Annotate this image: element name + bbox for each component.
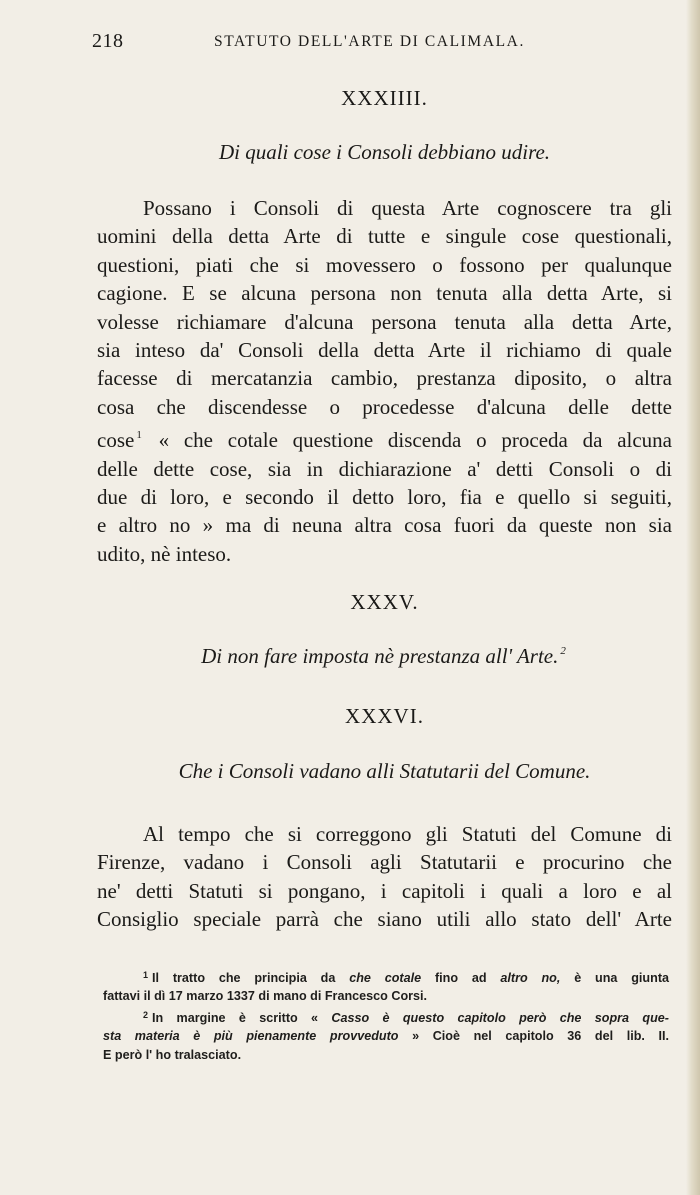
footnote-marker-2: 2 [560, 645, 566, 657]
paragraph-line: Al tempo che si correggono gli Statuti del Comune di [143, 822, 672, 846]
section-36-number: XXXVI. [345, 704, 424, 728]
section-35-title: Di non fare imposta nè prestanza all' Arte. [201, 644, 559, 668]
footnote-text: è una giunta [574, 971, 670, 985]
paragraph-line: cosa che discendesse o procedesse d'alcuna delle dette [97, 394, 672, 419]
paragraph-line-start: cose [97, 428, 135, 453]
section-34-number: XXXIIII. [341, 86, 428, 110]
paragraph-line: ne' detti Statuti si pongano, i capitoli i quali a loro e al [97, 878, 672, 903]
footnote-2-mark: 2 [143, 1009, 149, 1020]
section-35-title-row [97, 644, 672, 669]
paragraph-line: delle dette cose, sia in dichiarazione a' detti Consoli o di [97, 456, 672, 481]
paragraph-line: questioni, piati che si movessero o fossono per qualunque [97, 252, 672, 277]
paragraph-line: Firenze, vadano i Consoli agli Statutarii e procurino che [97, 850, 672, 875]
footnote-1-line-2: fattavi il dì 17 marzo 1337 di mano di Francesco Corsi. [103, 989, 428, 1004]
footnote-text: In margine è scritto « [152, 1010, 319, 1025]
footnote-2-line-3: E però l' ho tralasciato. [103, 1047, 242, 1062]
footnote-text: » Cioè nel capitolo 36 del lib. II. [412, 1029, 669, 1044]
paragraph-line: uomini della detta Arte di tutte e singule cose questionali, [97, 224, 672, 249]
paragraph-line: sia inteso da' Consoli della detta Arte il richiamo di quale [97, 338, 672, 363]
paragraph-line: Consiglio speciale parrà che siano utili allo stato dell' Arte [97, 907, 672, 932]
section-34-paragraph [97, 194, 672, 568]
running-header [92, 30, 612, 56]
section-36-paragraph [97, 820, 672, 934]
section-36-title: Che i Consoli vadano alli Statutarii del Comune. [178, 759, 591, 783]
paragraph-line-with-note [97, 421, 672, 454]
footnote-1-mark: 1 [143, 970, 149, 980]
paragraph-line-rest: « che cotale questione discenda o proceda da alcuna [158, 428, 672, 453]
footnote-text: fino ad [434, 971, 487, 985]
footnote-quote: Casso è questo capitolo però che sopra que- [331, 1010, 669, 1025]
section-35-number: XXXV. [350, 590, 419, 614]
paragraph-line: Possano i Consoli di questa Arte cognoscere tra gli [143, 196, 672, 220]
page-edge-shadow [686, 0, 700, 1195]
paragraph-line: udito, nè inteso. [97, 541, 232, 566]
paragraph-line: facesse di mercatanzia cambio, prestanza diposito, o altra [97, 366, 672, 391]
running-title: STATUTO DELL'ARTE DI CALIMALA. [214, 33, 525, 50]
footnote-2-line-2 [103, 1027, 669, 1045]
footnote-1-line-1 [103, 966, 669, 987]
footnotes [103, 966, 669, 1064]
section-34-title: Di quali cose i Consoli debbiano udire. [218, 140, 551, 164]
footnote-text: Il tratto che principia da [152, 971, 336, 985]
footnote-2-line-1 [103, 1006, 669, 1027]
footnote-quote: sta materia è più pienamente provveduto [103, 1029, 399, 1044]
paragraph-line: due di loro, e secondo il detto loro, fia e quello si seguiti, [97, 485, 672, 510]
paragraph-line: e altro no » ma di neuna altra cosa fuori da queste non sia [97, 513, 672, 538]
footnote-marker-1: 1 [136, 429, 142, 442]
footnote-quote: altro no, [500, 971, 561, 985]
paragraph-line: volesse richiamare d'alcuna persona tenuta alla detta Arte, [97, 309, 672, 334]
page-number: 218 [92, 30, 124, 52]
paragraph-line: cagione. E se alcuna persona non tenuta alla detta Arte, si [97, 281, 672, 306]
footnote-quote: che cotale [349, 971, 422, 985]
